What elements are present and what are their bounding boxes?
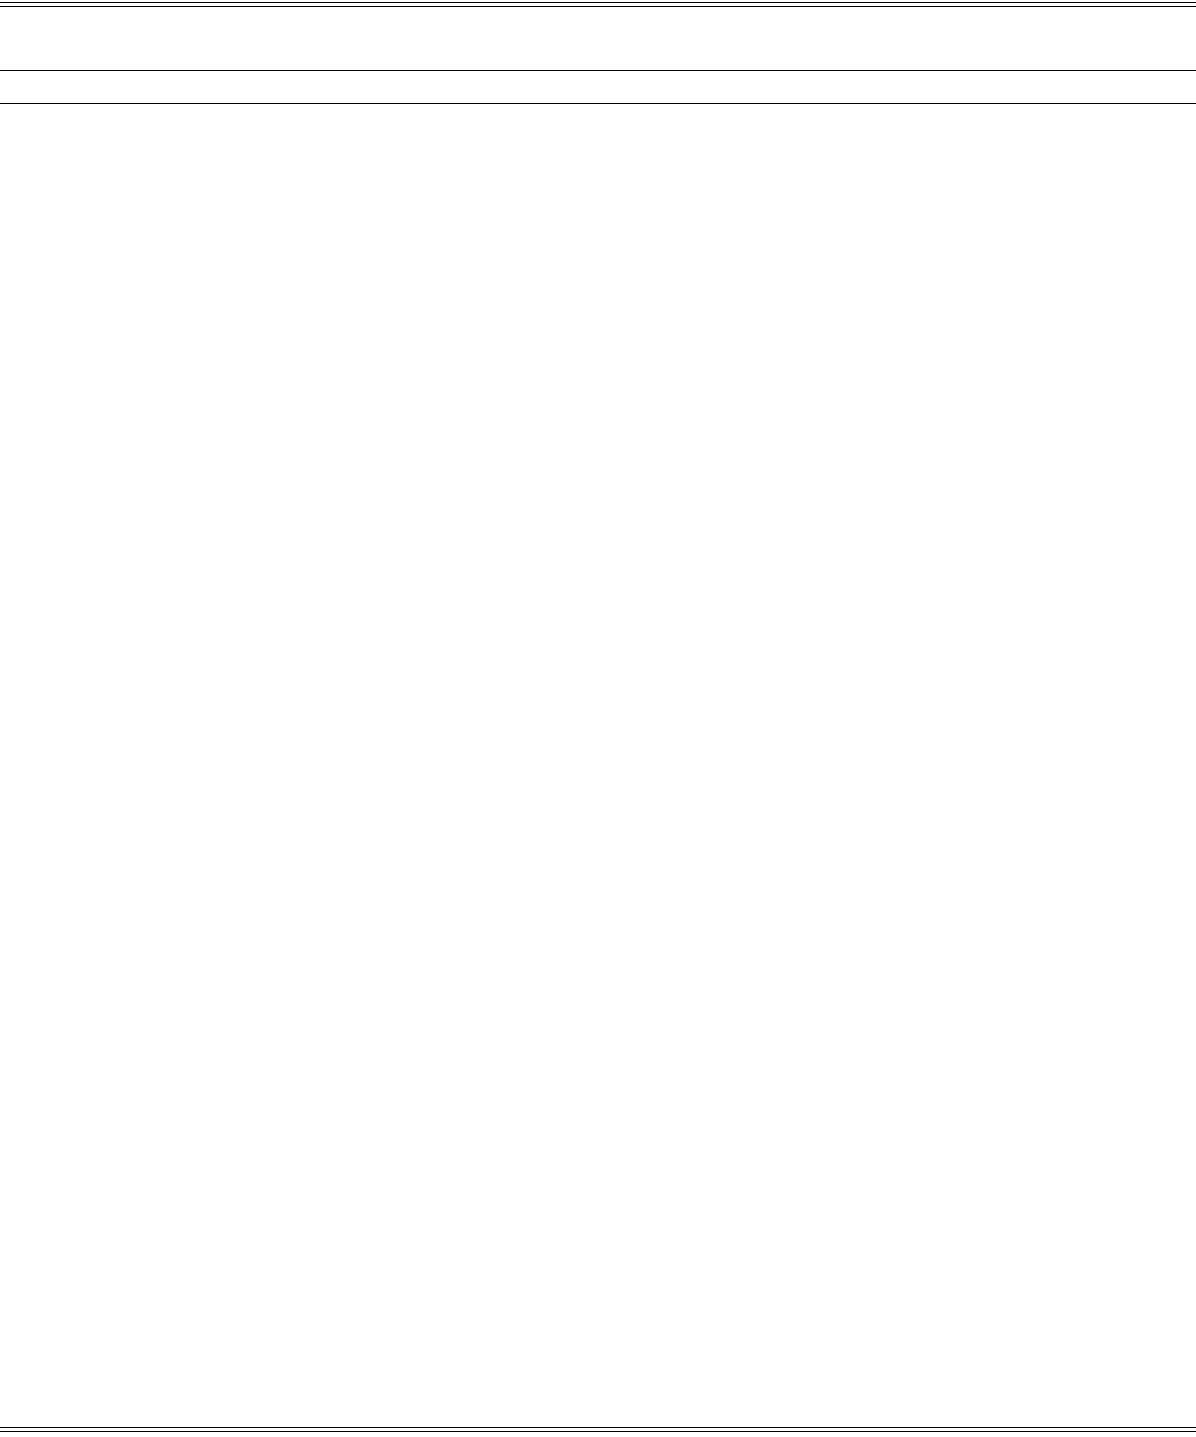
section-rule <box>0 103 1196 104</box>
bottom-rule <box>0 1427 1196 1432</box>
header-rule <box>0 70 1196 71</box>
top-rule <box>0 2 1196 7</box>
